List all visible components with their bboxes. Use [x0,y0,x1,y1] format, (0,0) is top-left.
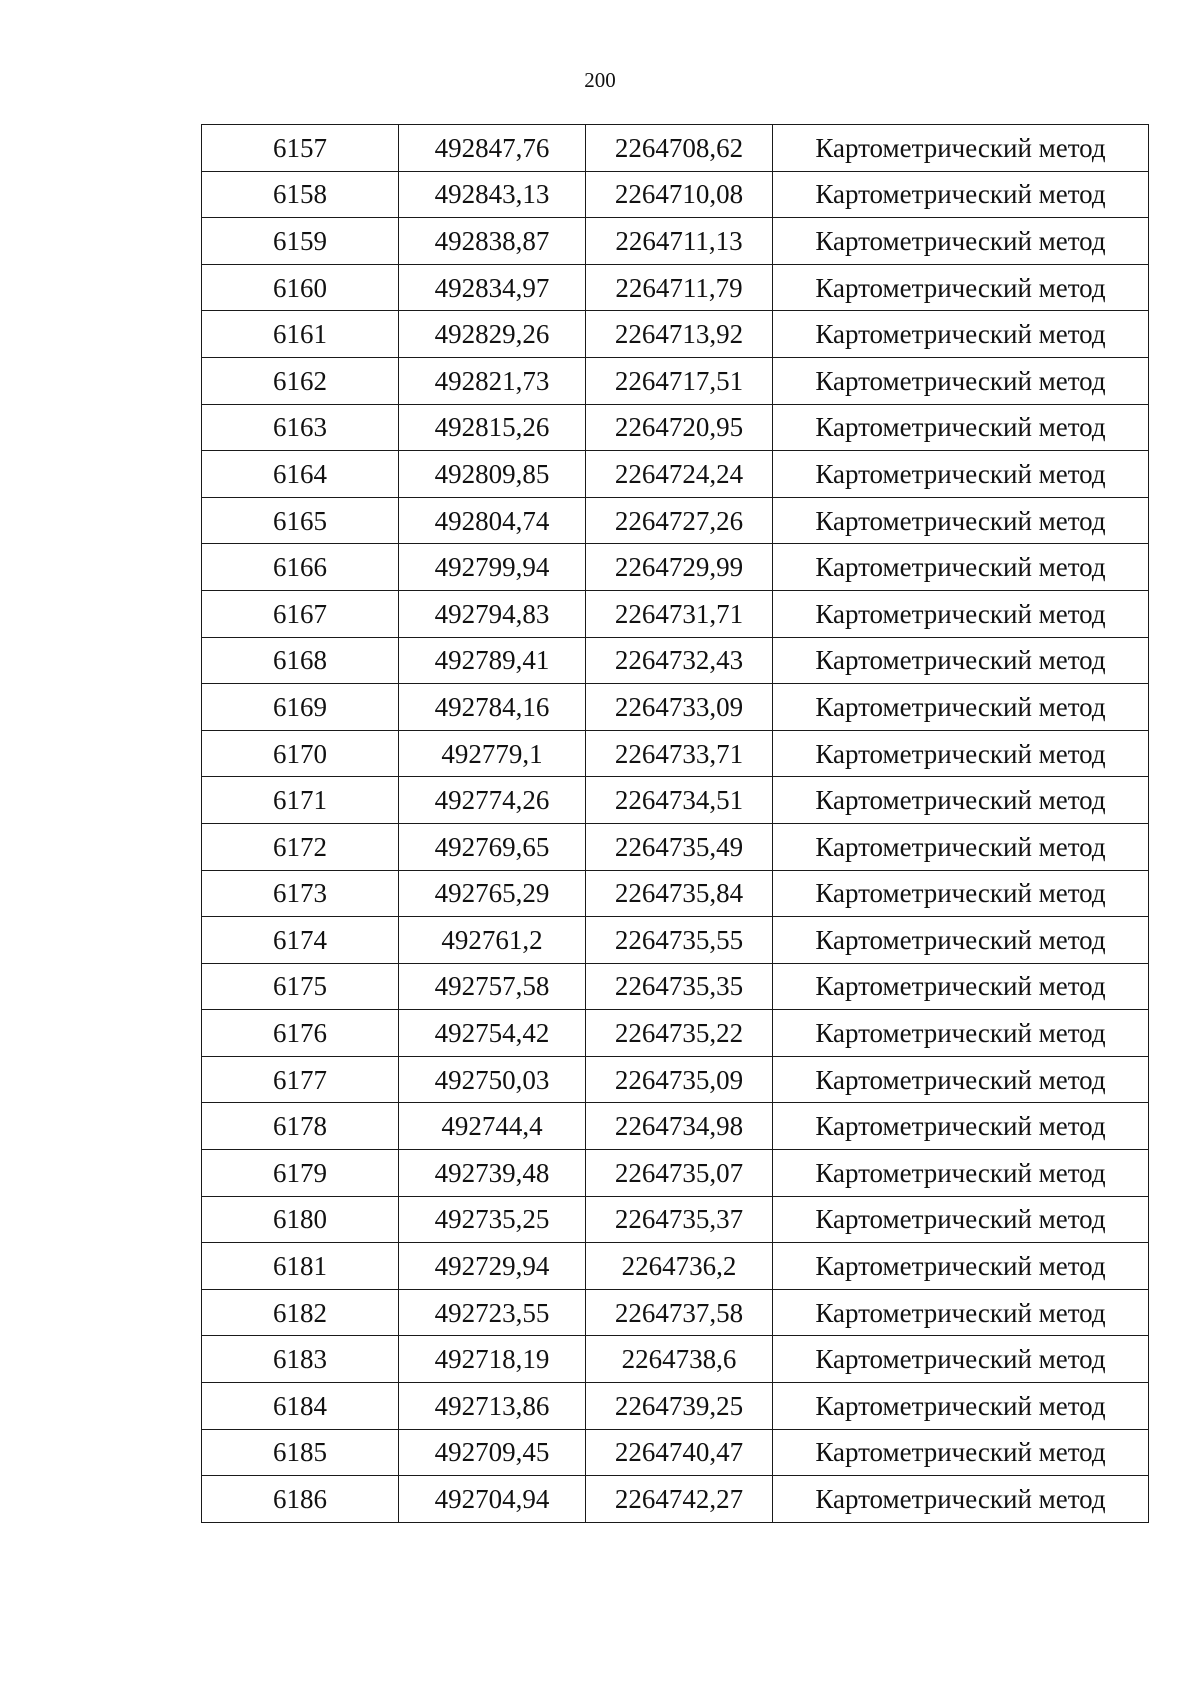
x-coordinate-cell: 492744,4 [399,1103,586,1150]
y-coordinate-cell: 2264729,99 [586,544,773,591]
method-cell: Картометрический метод [773,404,1149,451]
point-number-cell: 6157 [202,125,399,172]
table-row [202,590,1149,637]
point-number-cell: 6177 [202,1056,399,1103]
point-number-cell: 6170 [202,730,399,777]
method-cell: Картометрический метод [773,777,1149,824]
y-coordinate-cell: 2264736,2 [586,1243,773,1290]
table-row [202,171,1149,218]
y-coordinate-cell: 2264733,71 [586,730,773,777]
x-coordinate-cell: 492821,73 [399,357,586,404]
point-number-cell: 6186 [202,1476,399,1523]
method-cell: Картометрический метод [773,1103,1149,1150]
point-number-cell: 6160 [202,264,399,311]
table-row [202,730,1149,777]
method-cell: Картометрический метод [773,730,1149,777]
method-cell: Картометрический метод [773,311,1149,358]
y-coordinate-cell: 2264735,37 [586,1196,773,1243]
method-cell: Картометрический метод [773,917,1149,964]
y-coordinate-cell: 2264739,25 [586,1383,773,1430]
table-row [202,1150,1149,1197]
method-cell: Картометрический метод [773,1010,1149,1057]
method-cell: Картометрический метод [773,171,1149,218]
point-number-cell: 6159 [202,218,399,265]
method-cell: Картометрический метод [773,823,1149,870]
coordinates-table [201,124,1149,1523]
point-number-cell: 6183 [202,1336,399,1383]
table-row [202,497,1149,544]
point-number-cell: 6178 [202,1103,399,1150]
point-number-cell: 6164 [202,451,399,498]
point-number-cell: 6162 [202,357,399,404]
table-row [202,917,1149,964]
method-cell: Картометрический метод [773,1289,1149,1336]
method-cell: Картометрический метод [773,1196,1149,1243]
x-coordinate-cell: 492729,94 [399,1243,586,1290]
point-number-cell: 6179 [202,1150,399,1197]
x-coordinate-cell: 492735,25 [399,1196,586,1243]
table-row [202,451,1149,498]
method-cell: Картометрический метод [773,1383,1149,1430]
x-coordinate-cell: 492789,41 [399,637,586,684]
point-number-cell: 6180 [202,1196,399,1243]
x-coordinate-cell: 492794,83 [399,590,586,637]
y-coordinate-cell: 2264735,09 [586,1056,773,1103]
y-coordinate-cell: 2264711,13 [586,218,773,265]
table-row [202,823,1149,870]
x-coordinate-cell: 492709,45 [399,1429,586,1476]
table-row [202,1103,1149,1150]
point-number-cell: 6158 [202,171,399,218]
method-cell: Картометрический метод [773,1476,1149,1523]
method-cell: Картометрический метод [773,264,1149,311]
point-number-cell: 6161 [202,311,399,358]
y-coordinate-cell: 2264735,84 [586,870,773,917]
x-coordinate-cell: 492829,26 [399,311,586,358]
table-row [202,1429,1149,1476]
method-cell: Картометрический метод [773,684,1149,731]
point-number-cell: 6166 [202,544,399,591]
table-row [202,1336,1149,1383]
y-coordinate-cell: 2264708,62 [586,125,773,172]
method-cell: Картометрический метод [773,1429,1149,1476]
x-coordinate-cell: 492774,26 [399,777,586,824]
method-cell: Картометрический метод [773,1150,1149,1197]
point-number-cell: 6176 [202,1010,399,1057]
y-coordinate-cell: 2264734,51 [586,777,773,824]
point-number-cell: 6163 [202,404,399,451]
y-coordinate-cell: 2264720,95 [586,404,773,451]
y-coordinate-cell: 2264738,6 [586,1336,773,1383]
table-row [202,404,1149,451]
y-coordinate-cell: 2264724,24 [586,451,773,498]
y-coordinate-cell: 2264710,08 [586,171,773,218]
table-row [202,125,1149,172]
x-coordinate-cell: 492834,97 [399,264,586,311]
x-coordinate-cell: 492838,87 [399,218,586,265]
method-cell: Картометрический метод [773,1243,1149,1290]
point-number-cell: 6181 [202,1243,399,1290]
table-row [202,311,1149,358]
y-coordinate-cell: 2264735,22 [586,1010,773,1057]
y-coordinate-cell: 2264735,49 [586,823,773,870]
table-row [202,777,1149,824]
point-number-cell: 6169 [202,684,399,731]
point-number-cell: 6182 [202,1289,399,1336]
table-row [202,1289,1149,1336]
table-row [202,1243,1149,1290]
coordinates-table-body [202,125,1149,1523]
y-coordinate-cell: 2264713,92 [586,311,773,358]
table-row [202,1010,1149,1057]
point-number-cell: 6174 [202,917,399,964]
x-coordinate-cell: 492815,26 [399,404,586,451]
table-row [202,1196,1149,1243]
table-row [202,963,1149,1010]
y-coordinate-cell: 2264742,27 [586,1476,773,1523]
table-row [202,1056,1149,1103]
table-row [202,218,1149,265]
point-number-cell: 6168 [202,637,399,684]
x-coordinate-cell: 492769,65 [399,823,586,870]
y-coordinate-cell: 2264734,98 [586,1103,773,1150]
x-coordinate-cell: 492723,55 [399,1289,586,1336]
point-number-cell: 6171 [202,777,399,824]
x-coordinate-cell: 492754,42 [399,1010,586,1057]
method-cell: Картометрический метод [773,451,1149,498]
y-coordinate-cell: 2264735,55 [586,917,773,964]
table-row [202,357,1149,404]
x-coordinate-cell: 492799,94 [399,544,586,591]
method-cell: Картометрический метод [773,1336,1149,1383]
table-row [202,1476,1149,1523]
x-coordinate-cell: 492809,85 [399,451,586,498]
method-cell: Картометрический метод [773,870,1149,917]
table-row [202,637,1149,684]
x-coordinate-cell: 492713,86 [399,1383,586,1430]
method-cell: Картометрический метод [773,637,1149,684]
x-coordinate-cell: 492843,13 [399,171,586,218]
method-cell: Картометрический метод [773,497,1149,544]
point-number-cell: 6175 [202,963,399,1010]
point-number-cell: 6184 [202,1383,399,1430]
y-coordinate-cell: 2264735,07 [586,1150,773,1197]
method-cell: Картометрический метод [773,125,1149,172]
table-row [202,1383,1149,1430]
x-coordinate-cell: 492757,58 [399,963,586,1010]
method-cell: Картометрический метод [773,218,1149,265]
y-coordinate-cell: 2264732,43 [586,637,773,684]
page-number: 200 [584,68,616,92]
method-cell: Картометрический метод [773,544,1149,591]
method-cell: Картометрический метод [773,590,1149,637]
x-coordinate-cell: 492704,94 [399,1476,586,1523]
x-coordinate-cell: 492750,03 [399,1056,586,1103]
method-cell: Картометрический метод [773,963,1149,1010]
point-number-cell: 6167 [202,590,399,637]
point-number-cell: 6165 [202,497,399,544]
x-coordinate-cell: 492804,74 [399,497,586,544]
method-cell: Картометрический метод [773,1056,1149,1103]
y-coordinate-cell: 2264733,09 [586,684,773,731]
x-coordinate-cell: 492765,29 [399,870,586,917]
y-coordinate-cell: 2264711,79 [586,264,773,311]
y-coordinate-cell: 2264737,58 [586,1289,773,1336]
x-coordinate-cell: 492718,19 [399,1336,586,1383]
table-row [202,870,1149,917]
method-cell: Картометрический метод [773,357,1149,404]
x-coordinate-cell: 492761,2 [399,917,586,964]
point-number-cell: 6185 [202,1429,399,1476]
table-row [202,684,1149,731]
table-row [202,544,1149,591]
y-coordinate-cell: 2264735,35 [586,963,773,1010]
point-number-cell: 6172 [202,823,399,870]
x-coordinate-cell: 492784,16 [399,684,586,731]
x-coordinate-cell: 492739,48 [399,1150,586,1197]
x-coordinate-cell: 492779,1 [399,730,586,777]
point-number-cell: 6173 [202,870,399,917]
x-coordinate-cell: 492847,76 [399,125,586,172]
y-coordinate-cell: 2264717,51 [586,357,773,404]
y-coordinate-cell: 2264727,26 [586,497,773,544]
y-coordinate-cell: 2264740,47 [586,1429,773,1476]
y-coordinate-cell: 2264731,71 [586,590,773,637]
table-row [202,264,1149,311]
